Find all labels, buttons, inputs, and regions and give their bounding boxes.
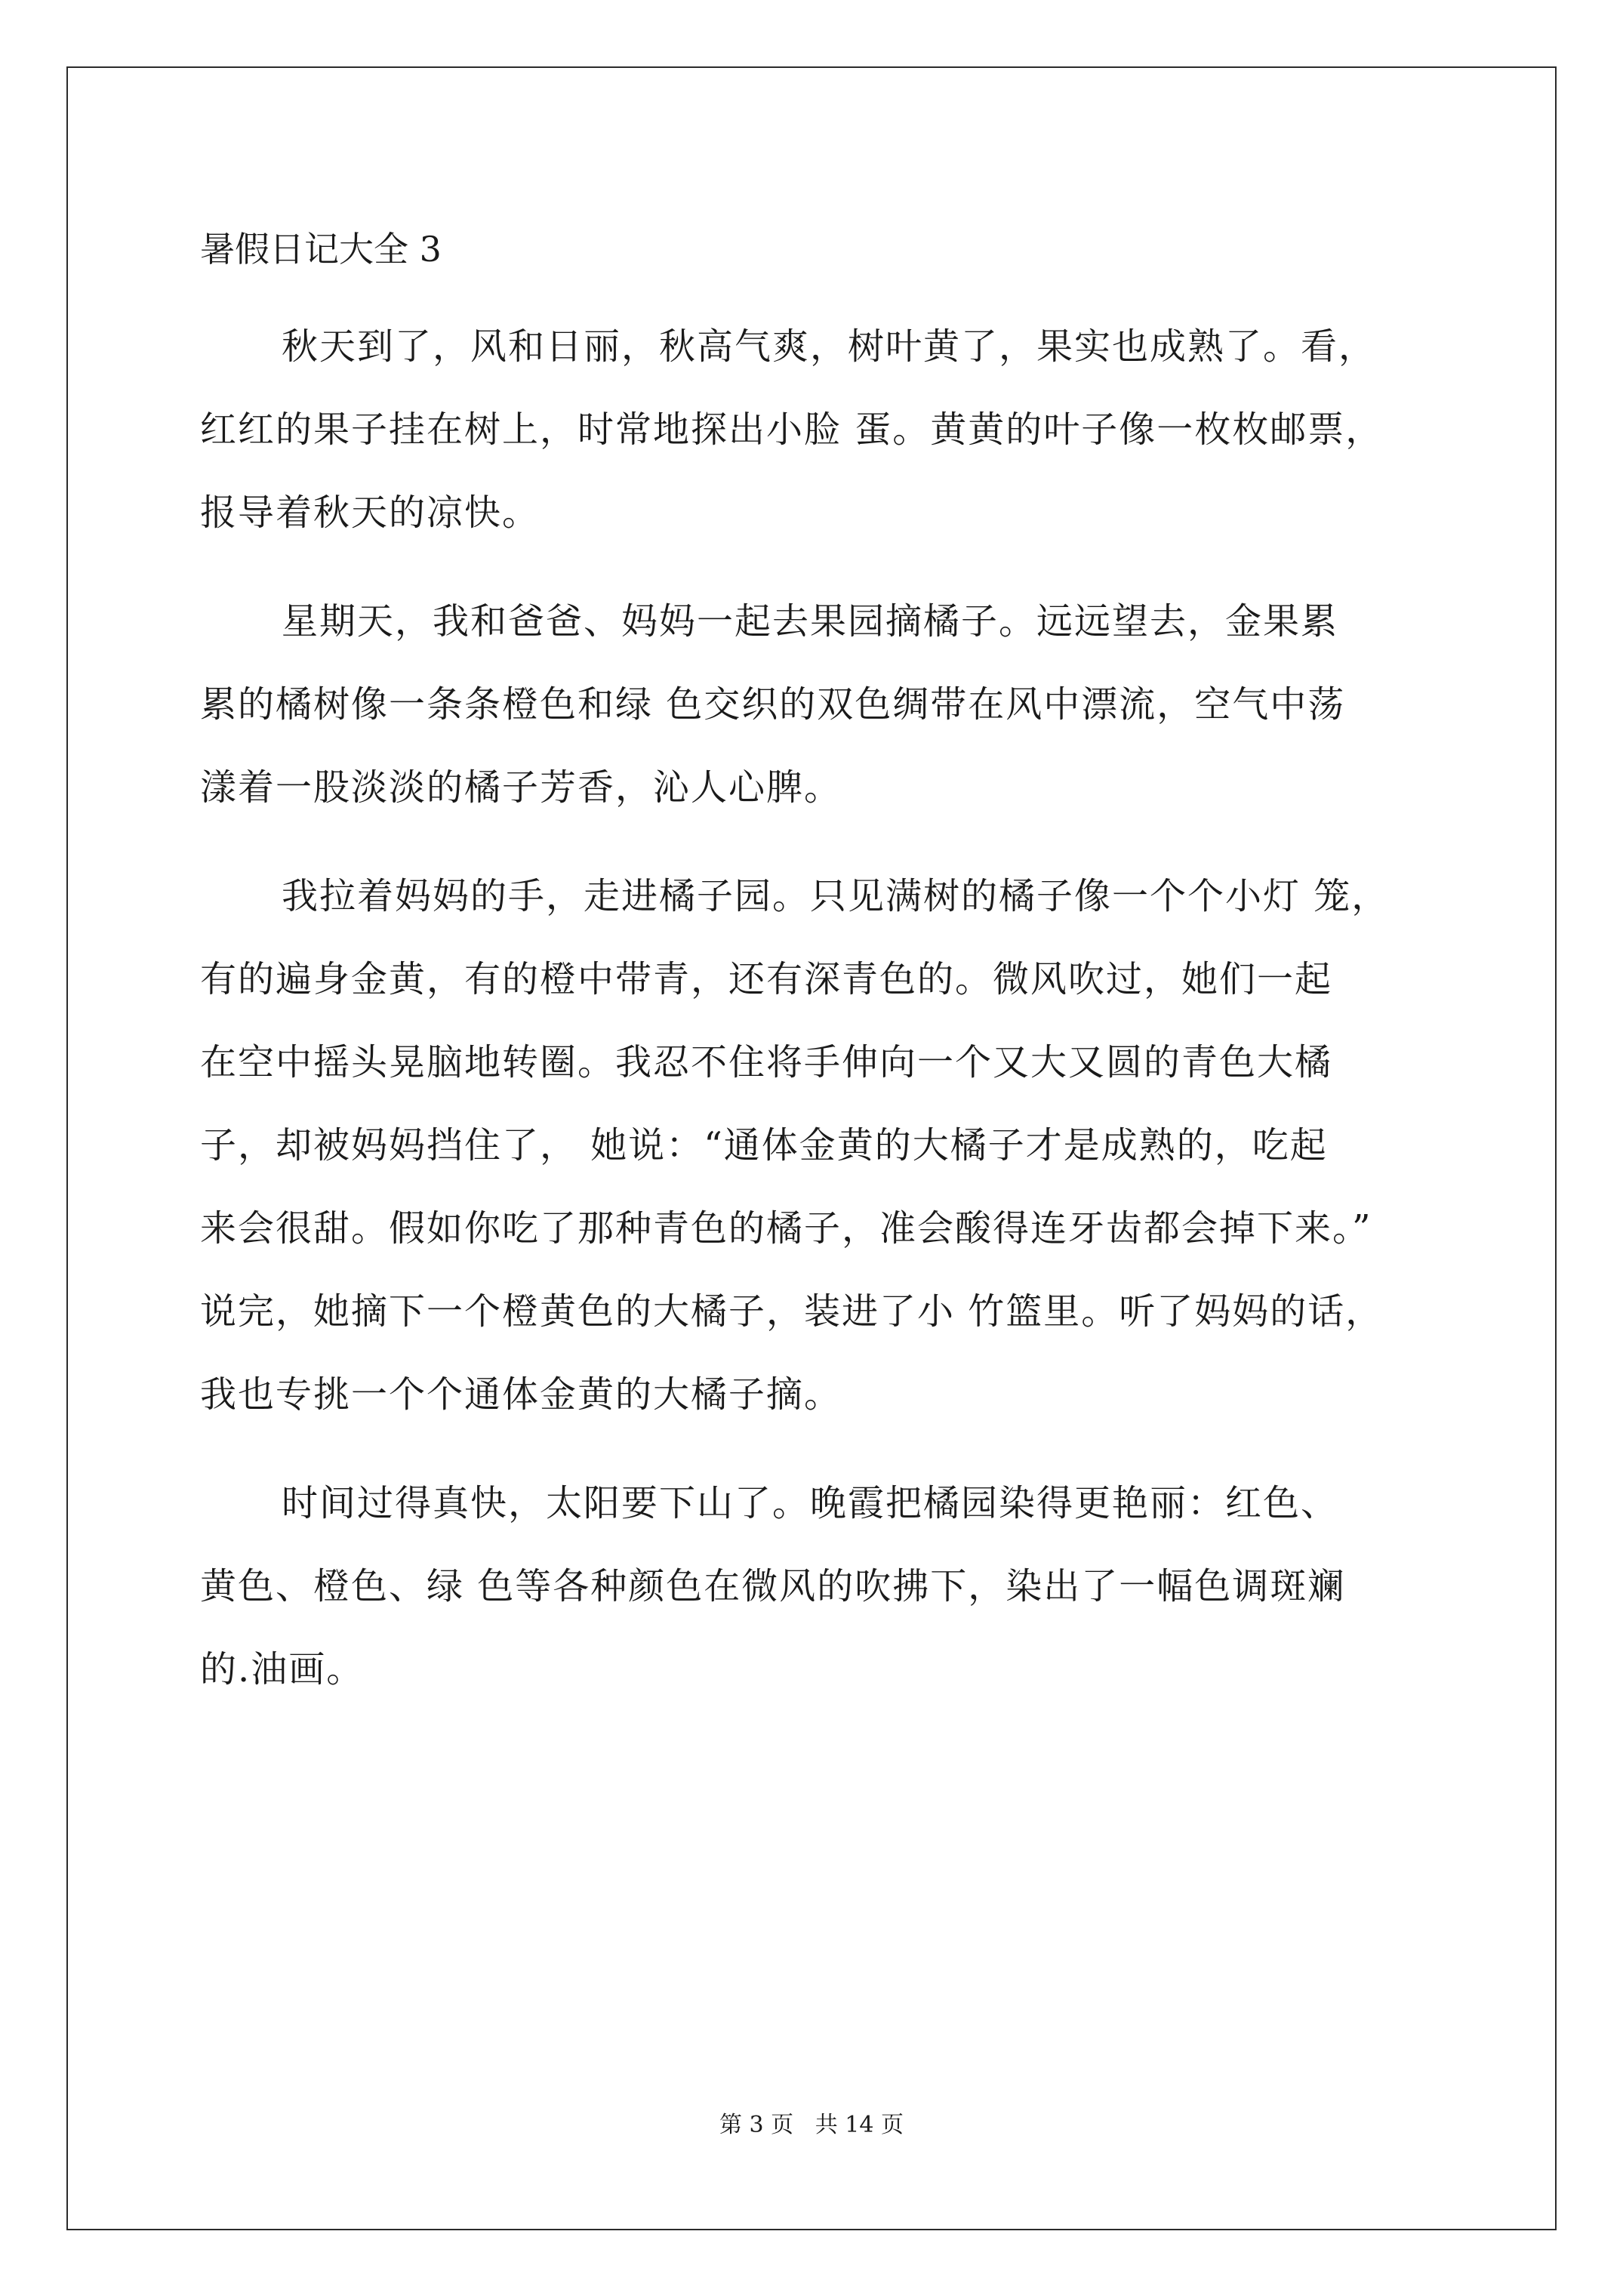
paragraph-2 [200, 580, 1434, 829]
paragraph-1 [200, 305, 1434, 554]
paragraph-line: 说完，她摘下一个橙黄色的大橘子，装进了小 竹篮里。听了妈妈的话， [200, 1290, 1384, 1333]
paragraph-line: 有的遍身金黄，有的橙中带青，还有深青色的。微风吹过，她们一起 [200, 958, 1333, 1000]
document-body [200, 219, 1434, 1737]
paragraph-line: 星期天，我和爸爸、妈妈一起去果园摘橘子。远远望去，金果累 [282, 600, 1339, 643]
paragraph-3 [200, 855, 1434, 1436]
paragraph-line: 漾着一股淡淡的橘子芳香，沁人心脾。 [200, 766, 842, 809]
paragraph-line: 的.油画。 [200, 1648, 365, 1690]
paragraph-4 [200, 1462, 1434, 1711]
paragraph-line: 红红的果子挂在树上，时常地探出小脸 蛋。黄黄的叶子像一枚枚邮票， [200, 408, 1384, 451]
paragraph-line: 时间过得真快，太阳要下山了。晚霞把橘园染得更艳丽：红色、 [282, 1482, 1339, 1524]
paragraph-line: 我拉着妈妈的手，走进橘子园。只见满树的橘子像一个个小灯 笼， [282, 875, 1390, 917]
paragraph-line: 在空中摇头晃脑地转圈。我忍不住将手伸向一个又大又圆的青色大橘 [200, 1041, 1333, 1083]
paragraph-line: 报导着秋天的凉快。 [200, 492, 540, 534]
paragraph-line: 我也专挑一个个通体金黄的大橘子摘。 [200, 1373, 842, 1416]
paragraph-line: 来会很甜。假如你吃了那种青色的橘子，准会酸得连牙齿都会掉下来。” [200, 1207, 1372, 1250]
paragraph-line: 秋天到了，风和日丽，秋高气爽，树叶黄了，果实也成熟了。看， [282, 325, 1377, 368]
page-number-footer: 第 3 页 共 14 页 [719, 2112, 904, 2138]
paragraph-line: 黄色、橙色、绿 色等各种颜色在微风的吹拂下，染出了一幅色调斑斓 [200, 1565, 1346, 1607]
paragraph-line: 子，却被妈妈挡住了， 她说：“通体金黄的大橘子才是成熟的，吃起 [200, 1124, 1328, 1166]
document-title: 暑假日记大全 3 [200, 229, 442, 270]
paragraph-line: 累的橘树像一条条橙色和绿 色交织的双色绸带在风中漂流，空气中荡 [200, 683, 1346, 726]
